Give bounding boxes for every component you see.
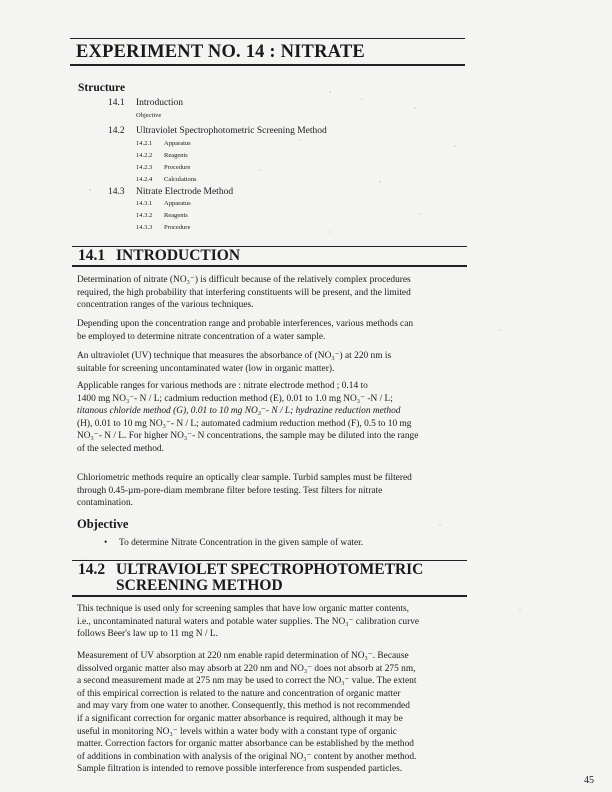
- page-number: 45: [584, 775, 594, 786]
- toc-subitem: 14.2.1 Apparatus: [136, 140, 191, 147]
- toc-subitem: 14.3.3 Procedure: [136, 224, 191, 231]
- paragraph: Chloriometric methods require an optically clear sample. Turbid samples must be filtered through 0.45-µm-pore-diam membrane filter before testing. Test filters for nitrate contamination.: [77, 473, 412, 509]
- paragraph: Depending upon the concentration range and probable interferences, various methods can be employed to determine nitrate concentration of a water sample.: [77, 319, 414, 342]
- toc-subitem: 14.2.3 Procedure: [136, 164, 191, 171]
- bullet-icon: •: [104, 538, 120, 548]
- structure-heading: Structure: [78, 82, 126, 94]
- toc-subitem: Objective: [136, 112, 162, 119]
- top-rule: [70, 38, 465, 39]
- objective-item: • To determine Nitrate Concentration in the given sample of water.: [104, 538, 364, 548]
- toc-subitem: 14.3.2 Reagents: [136, 212, 188, 219]
- toc-item: 14.1 Introduction: [108, 98, 183, 108]
- paragraph: This technique is used only for screening samples that have low organic matter contents, i.e., uncontaminated natural waters and potable water supplies. The NO₃⁻ calibration curve follows Beer's law up to 11 mg N / L.: [77, 604, 420, 640]
- page-title: EXPERIMENT NO. 14 : NITRATE: [76, 42, 365, 62]
- section-underline: [72, 595, 467, 597]
- objective-heading: Objective: [77, 517, 129, 531]
- section-underline: [72, 265, 467, 267]
- paragraph: Applicable ranges for various methods are : nitrate electrode method ; 0.14 to 1400 mg NO₃⁻- N / L; cadmium reduction method (E), 0.01 to 1.0 mg NO₃⁻ -N / L; titanous chloride method (G), 0.01 to 10 mg NO₃⁻- N / L; hydrazine reduction method (H), 0.01 to 10 mg NO₃⁻- N / L; automated cadmium reduction method (F), 0.5 to 10 mg NO₃⁻- N / L. For higher NO₃⁻- N concentrations, the sample may be diluted into the range of the selected method.: [77, 381, 419, 454]
- toc-subitem: 14.2.2 Reagents: [136, 152, 188, 159]
- section-heading-introduction: 14.1 INTRODUCTION: [78, 247, 241, 264]
- paragraph: Measurement of UV absorption at 220 nm enable rapid determination of NO₃⁻. Because dissolved organic matter also may absorb at 220 nm and NO₃⁻ does not absorb at 275 nm, a second measurement made at 275 nm may be used to correct the NO₃⁻ value. The extent of this empirical correction is related to the nature and concentration of organic matter and may vary from one water to another. Consequently, this method is not recommended if a significant correction for organic matter absorbance is required, although it may be useful in monitoring NO₃⁻ levels within a water body with a constant type of organic matter. Correction factors for organic matter absorbance can be established by the method of additions in combination with analysis of the original NO₃⁻ content by another method. Sample filtration is intended to remove possible interference from suspended particles.: [77, 651, 417, 775]
- section-heading-uv-method: 14.2 ULTRAVIOLET SPECTROPHOTOMETRIC SCREENING METHOD: [78, 561, 424, 594]
- paragraph: Determination of nitrate (NO₃⁻) is difficult because of the relatively complex procedures required, the high probability that interfering constituents will be present, and the limited concentration ranges of the various techniques.: [77, 275, 411, 311]
- toc-subitem: 14.2.4 Calculations: [136, 176, 197, 183]
- paragraph: An ultraviolet (UV) technique that measures the absorbance of (NO₃⁻) at 220 nm is suitable for screening uncontaminated water (low in organic matter).: [77, 351, 392, 374]
- toc-item: 14.2 Ultraviolet Spectrophotometric Screening Method: [108, 126, 327, 136]
- title-underline: [70, 64, 465, 66]
- toc-item: 14.3 Nitrate Electrode Method: [108, 187, 234, 197]
- toc-subitem: 14.3.1 Apparatus: [136, 200, 191, 207]
